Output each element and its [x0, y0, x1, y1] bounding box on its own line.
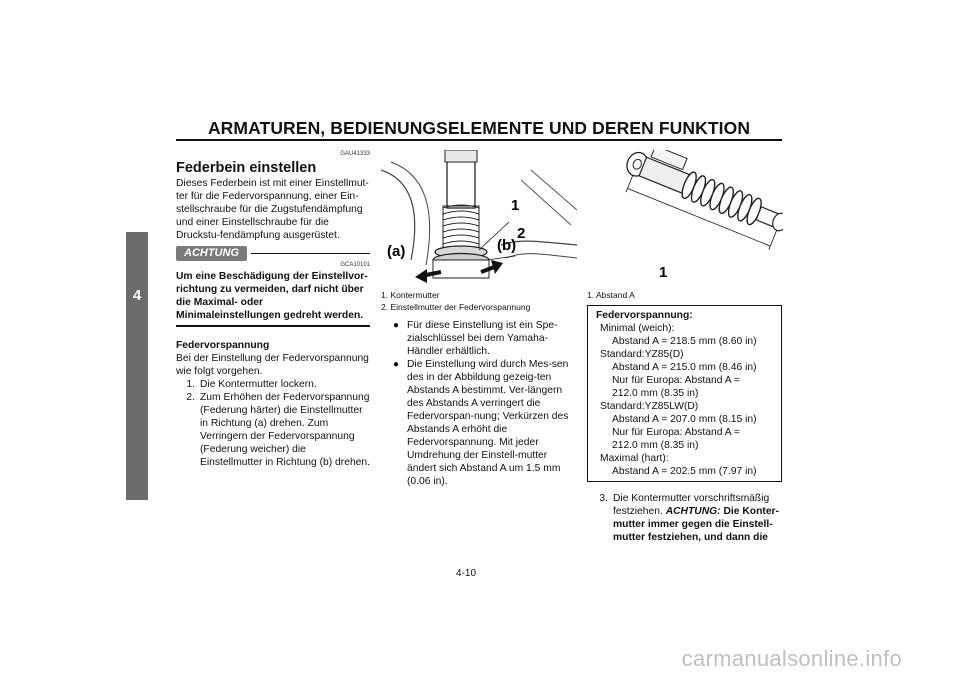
subsection-intro: Bei der Einstellung der Federvorspannung wie folgt vorgehen.: [176, 352, 369, 377]
achtung-rule: [251, 253, 370, 255]
spec-line: Nur für Europa: Abstand A =: [612, 375, 740, 386]
caption-line: 2. Einstellmutter der Federvorspannung: [381, 302, 531, 312]
spec-line: Abstand A = 207.0 mm (8.15 in): [612, 414, 757, 425]
section-title: Federbein einstellen: [176, 160, 317, 176]
step-text: Zum Erhöhen der Federvorspannung (Federung härter) die Einstellmutter in Richtung (a) drehen. Zum Verringern der Federvorspannung (Federung weicher) die Einstellmutter in Richtung (b) drehen.: [200, 391, 370, 468]
spec-title: Federvorspannung:: [596, 310, 693, 321]
spec-line: Abstand A = 218.5 mm (8.60 in): [612, 336, 757, 347]
header-rule: [176, 139, 782, 141]
page-number: 4-10: [456, 568, 477, 579]
page-header-title: ARMATUREN, BEDIENUNGSELEMENTE UND DEREN FUNKTION: [207, 118, 751, 138]
list-item: [176, 391, 370, 469]
figure-label-1: 1: [659, 264, 668, 281]
column-right: [587, 150, 782, 544]
list-item: [393, 358, 577, 488]
chapter-number: 4: [132, 287, 142, 304]
caption-line: 1. Kontermutter: [381, 290, 440, 300]
shock-illustration: [587, 150, 783, 285]
shock-figure: [587, 150, 783, 285]
subsection-title: Federvorspannung: [176, 339, 270, 351]
list-item: [393, 319, 577, 358]
spec-box: [587, 305, 782, 482]
list-item: [176, 378, 370, 391]
adjuster-figure: [381, 150, 577, 285]
spec-line: Minimal (weich):: [600, 323, 675, 334]
spec-line: Standard:YZ85(D): [600, 349, 684, 360]
column-middle: [381, 150, 577, 488]
figure-caption: 1. Abstand A: [587, 290, 635, 300]
figure-caption: [381, 289, 577, 313]
warning-text: Um eine Beschädigung der Einstellvor-richtung zu vermeiden, darf nicht über die Maximal- oder Minimaleinstellungen gedreht werden.: [176, 271, 368, 321]
spec-line: Abstand A = 215.0 mm (8.46 in): [612, 362, 757, 373]
watermark: carmanualsonline.info: [681, 646, 902, 671]
achtung-header: [176, 246, 370, 261]
warning-code: GCA10101: [340, 262, 370, 268]
step-number: 3.: [599, 493, 608, 504]
warning-end-rule: [176, 325, 370, 327]
step-number: 1.: [186, 378, 195, 390]
spec-line: 212.0 mm (8.35 in): [612, 440, 699, 451]
achtung-badge: ACHTUNG: [176, 246, 247, 261]
bullet-list: [381, 319, 577, 488]
figure-label-2: 2: [517, 225, 526, 242]
steps-list: [176, 378, 370, 469]
step-text: Die Kontermutter lockern.: [200, 378, 317, 390]
intro-paragraph: Dieses Federbein ist mit einer Einstellmut-ter für die Federvorspannung, einer Ein-stellschraube für die Zugstufendämpfung und einer Einstellschraube für die Druckstu-fendämpfung ausgerüstet.: [176, 178, 369, 241]
spec-line: Maximal (hart):: [600, 453, 669, 464]
reference-code: GAU41333: [340, 151, 370, 157]
step-3-achtung: ACHTUNG:: [665, 506, 721, 517]
step-text: [613, 492, 782, 544]
spec-line: Standard:YZ85LW(D): [600, 401, 699, 412]
column-left: [176, 150, 370, 469]
step-number: 2.: [186, 391, 195, 403]
spec-line: Nur für Europa: Abstand A =: [612, 427, 740, 438]
spec-line: Abstand A = 202.5 mm (7.97 in): [612, 466, 757, 477]
figure-label-1: 1: [511, 197, 520, 214]
bullet-icon: ●: [393, 359, 400, 370]
spec-line: 212.0 mm (8.35 in): [612, 388, 699, 399]
chapter-tab: [126, 232, 148, 500]
bullet-icon: ●: [393, 320, 400, 331]
bullet-text: Die Einstellung wird durch Mes-sen des in der Abbildung gezeig-ten Abstands A bestimmt. Ver-längern des Abstands A verringert die Federvorspan-nung; Verkürzen des Abstands A erhöht die Federvorspannung. Mit jeder Umdrehung der Einstell-mutter ändert sich Abstand A um 1.5 mm (0.06 in).: [407, 359, 569, 487]
bullet-text: Für diese Einstellung ist ein Spe-zialschlüssel bei dem Yamaha-Händler erhältlich.: [407, 320, 558, 357]
step-3: [587, 492, 782, 544]
adjuster-illustration: [381, 150, 577, 285]
figure-label-a: (a): [387, 243, 406, 260]
step-3-text: Die Kontermutter vorschriftsmäßig festziehen.: [613, 493, 770, 517]
figure-label-b: (b): [497, 237, 517, 254]
step-3-warning: Die Konter-mutter immer gegen die Einstell-mutter festziehen, und dann die: [613, 506, 779, 543]
